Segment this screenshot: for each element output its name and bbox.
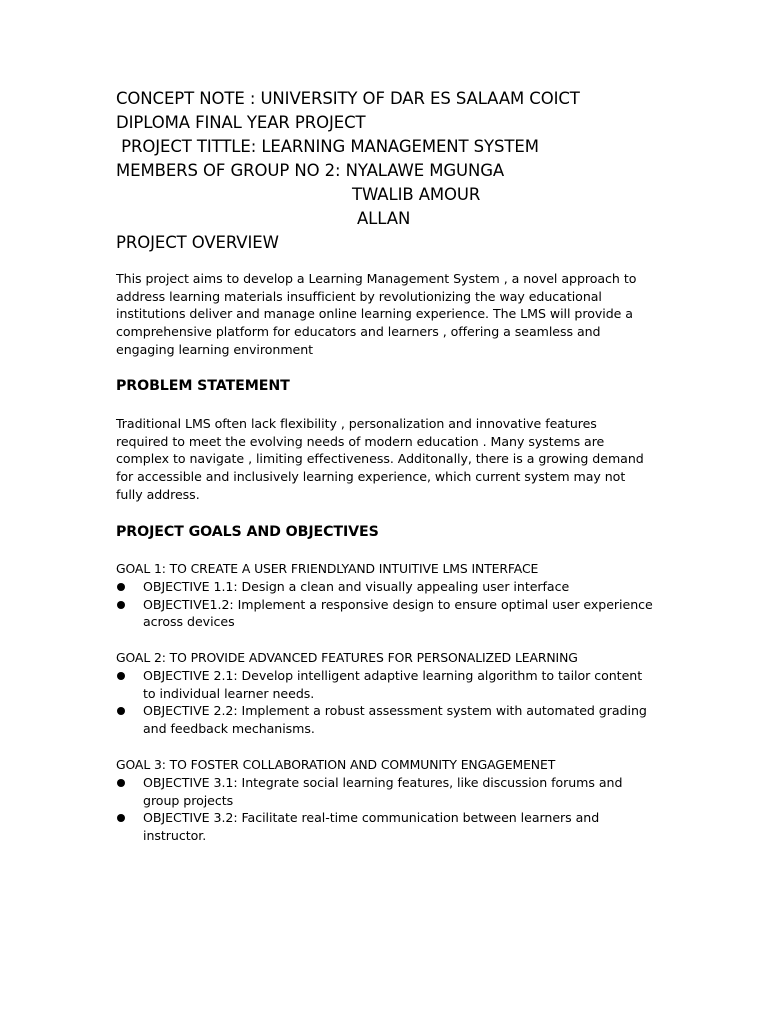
list-item [116,702,656,737]
problem-statement-paragraph: Traditional LMS often lack flexibility , personalization and innovative features required to meet the evolving needs of modern education . Many systems are complex to navigate , limiting effectiveness. Additonally, there is a growing demand for accessible and inclusively learning experience, which current system may not fully address. [116,416,644,502]
objective-text: OBJECTIVE 2.2: Implement a robust assessment system with automated grading and feedback mechanisms. [143,703,647,737]
problem-statement-heading: PROBLEM STATEMENT [116,378,290,394]
objective-text: OBJECTIVE1.2: Implement a responsive design to ensure optimal user experience across devices [143,596,653,630]
bullet-icon [117,707,125,715]
bullet-icon [117,814,125,822]
overview-paragraph: This project aims to develop a Learning Management System , a novel approach to address learning materials insufficient by revolutionizing the way educational institutions deliver and manage online learning experience. The LMS will provide a comprehensive platform for educators and learners , offering a seamless and engaging learning environment [116,271,637,357]
bullet-icon [117,672,125,680]
list-item [116,596,656,631]
group-members-line: MEMBERS OF GROUP NO 2: NYALAWE MGUNGA [116,161,505,180]
goal-3-title: GOAL 3: TO FOSTER COLLABORATION AND COMMUNITY ENGAGEMENET [116,757,556,772]
objective-text: OBJECTIVE 3.2: Facilitate real-time communication between learners and instructor. [143,810,600,844]
member-twalib: TWALIB AMOUR [352,185,481,204]
goal-2-objectives [116,667,656,738]
concept-note-title: CONCEPT NOTE : UNIVERSITY OF DAR ES SALAAM COICT [116,89,580,108]
list-item [116,774,656,809]
diploma-project-line: DIPLOMA FINAL YEAR PROJECT [116,113,366,132]
project-title-line: PROJECT TITTLE: LEARNING MANAGEMENT SYSTEM [116,137,539,156]
goal-3-objectives [116,774,656,845]
list-item [116,667,656,702]
goals-objectives-heading: PROJECT GOALS AND OBJECTIVES [116,524,379,540]
bullet-icon [117,583,125,591]
objective-text: OBJECTIVE 1.1: Design a clean and visually appealing user interface [143,579,570,594]
list-item [116,809,656,844]
list-item [116,578,656,596]
bullet-icon [117,601,125,609]
goal-1-objectives [116,578,656,631]
goal-2-title: GOAL 2: TO PROVIDE ADVANCED FEATURES FOR PERSONALIZED LEARNING [116,650,578,665]
objective-text: OBJECTIVE 3.1: Integrate social learning features, like discussion forums and group projects [143,775,623,808]
objective-text: OBJECTIVE 2.1: Develop intelligent adaptive learning algorithm to tailor content to individual learner needs. [143,668,643,701]
goal-1-title: GOAL 1: TO CREATE A USER FRIENDLYAND INTUITIVE LMS INTERFACE [116,561,539,576]
member-allan: ALLAN [357,209,411,228]
project-overview-title: PROJECT OVERVIEW [116,233,279,252]
bullet-icon [117,779,125,787]
